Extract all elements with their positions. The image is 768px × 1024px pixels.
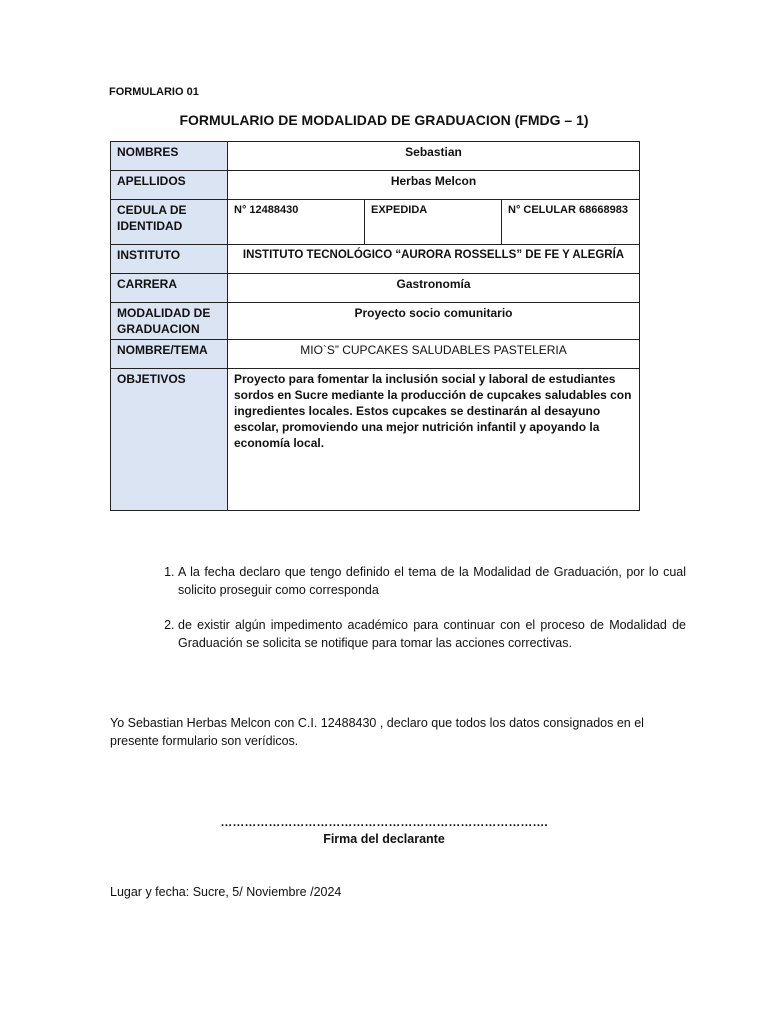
value-carrera: Gastronomía (228, 274, 640, 303)
declaration-statement: Yo Sebastian Herbas Melcon con C.I. 12488430 , declaro que todos los datos consignados en el presente formulario son verídicos. (110, 716, 644, 748)
row-apellidos (111, 171, 640, 200)
place-and-date: Lugar y fecha: Sucre, 5/ Noviembre /2024 (110, 885, 342, 899)
row-tema (111, 340, 640, 369)
graduation-form-table (110, 141, 640, 511)
label-objetivos: OBJETIVOS (111, 369, 228, 511)
row-carrera (111, 274, 640, 303)
value-modalidad: Proyecto socio comunitario (228, 303, 640, 340)
value-objetivos: Proyecto para fomentar la inclusión social y laboral de estudiantes sordos en Sucre mediante la producción de cupcakes saludables con ingredientes locales. Estos cupcakes se destinarán al desayuno escolar, promoviendo una mejor nutrición infantil y apoyando la economía local. (228, 369, 640, 511)
value-apellidos: Herbas Melcon (228, 171, 640, 200)
label-apellidos: APELLIDOS (111, 171, 228, 200)
value-expedida: EXPEDIDA (365, 200, 502, 245)
declaration-item: 2. de existir algún impedimento académico para continuar con el proceso de Modalidad de Graduación se solicita se notifique para tomar las acciones correctivas. (178, 616, 686, 652)
label-modalidad: MODALIDAD DE GRADUACION (111, 303, 228, 340)
value-nombres: Sebastian (228, 142, 640, 171)
value-instituto: INSTITUTO TECNOLÓGICO “AURORA ROSSELLS” DE FE Y ALEGRÍA (228, 245, 640, 274)
label-tema: NOMBRE/TEMA (111, 340, 228, 369)
value-celular: N° CELULAR 68668983 (502, 200, 640, 245)
label-instituto: INSTITUTO (111, 245, 228, 274)
page-title: FORMULARIO DE MODALIDAD DE GRADUACION (FMDG – 1) (179, 112, 589, 128)
value-tema: MIO`S” CUPCAKES SALUDABLES PASTELERIA (228, 340, 640, 369)
declaration-item: 1. A la fecha declaro que tengo definido el tema de la Modalidad de Graduación, por lo cual solicito proseguir como corresponda (178, 563, 686, 599)
row-cedula (111, 200, 640, 245)
row-instituto (111, 245, 640, 274)
value-cedula-number: N° 12488430 (228, 200, 365, 245)
declarations-list (150, 563, 686, 669)
label-cedula: CEDULA DE IDENTIDAD (111, 200, 228, 245)
signature-label: Firma del declarante (323, 832, 445, 846)
label-nombres: NOMBRES (111, 142, 228, 171)
label-carrera: CARRERA (111, 274, 228, 303)
row-nombres (111, 142, 640, 171)
row-objetivos (111, 369, 640, 511)
form-code: FORMULARIO 01 (109, 86, 199, 98)
signature-line: ………………………………………………………………………. (220, 815, 548, 829)
row-modalidad (111, 303, 640, 340)
